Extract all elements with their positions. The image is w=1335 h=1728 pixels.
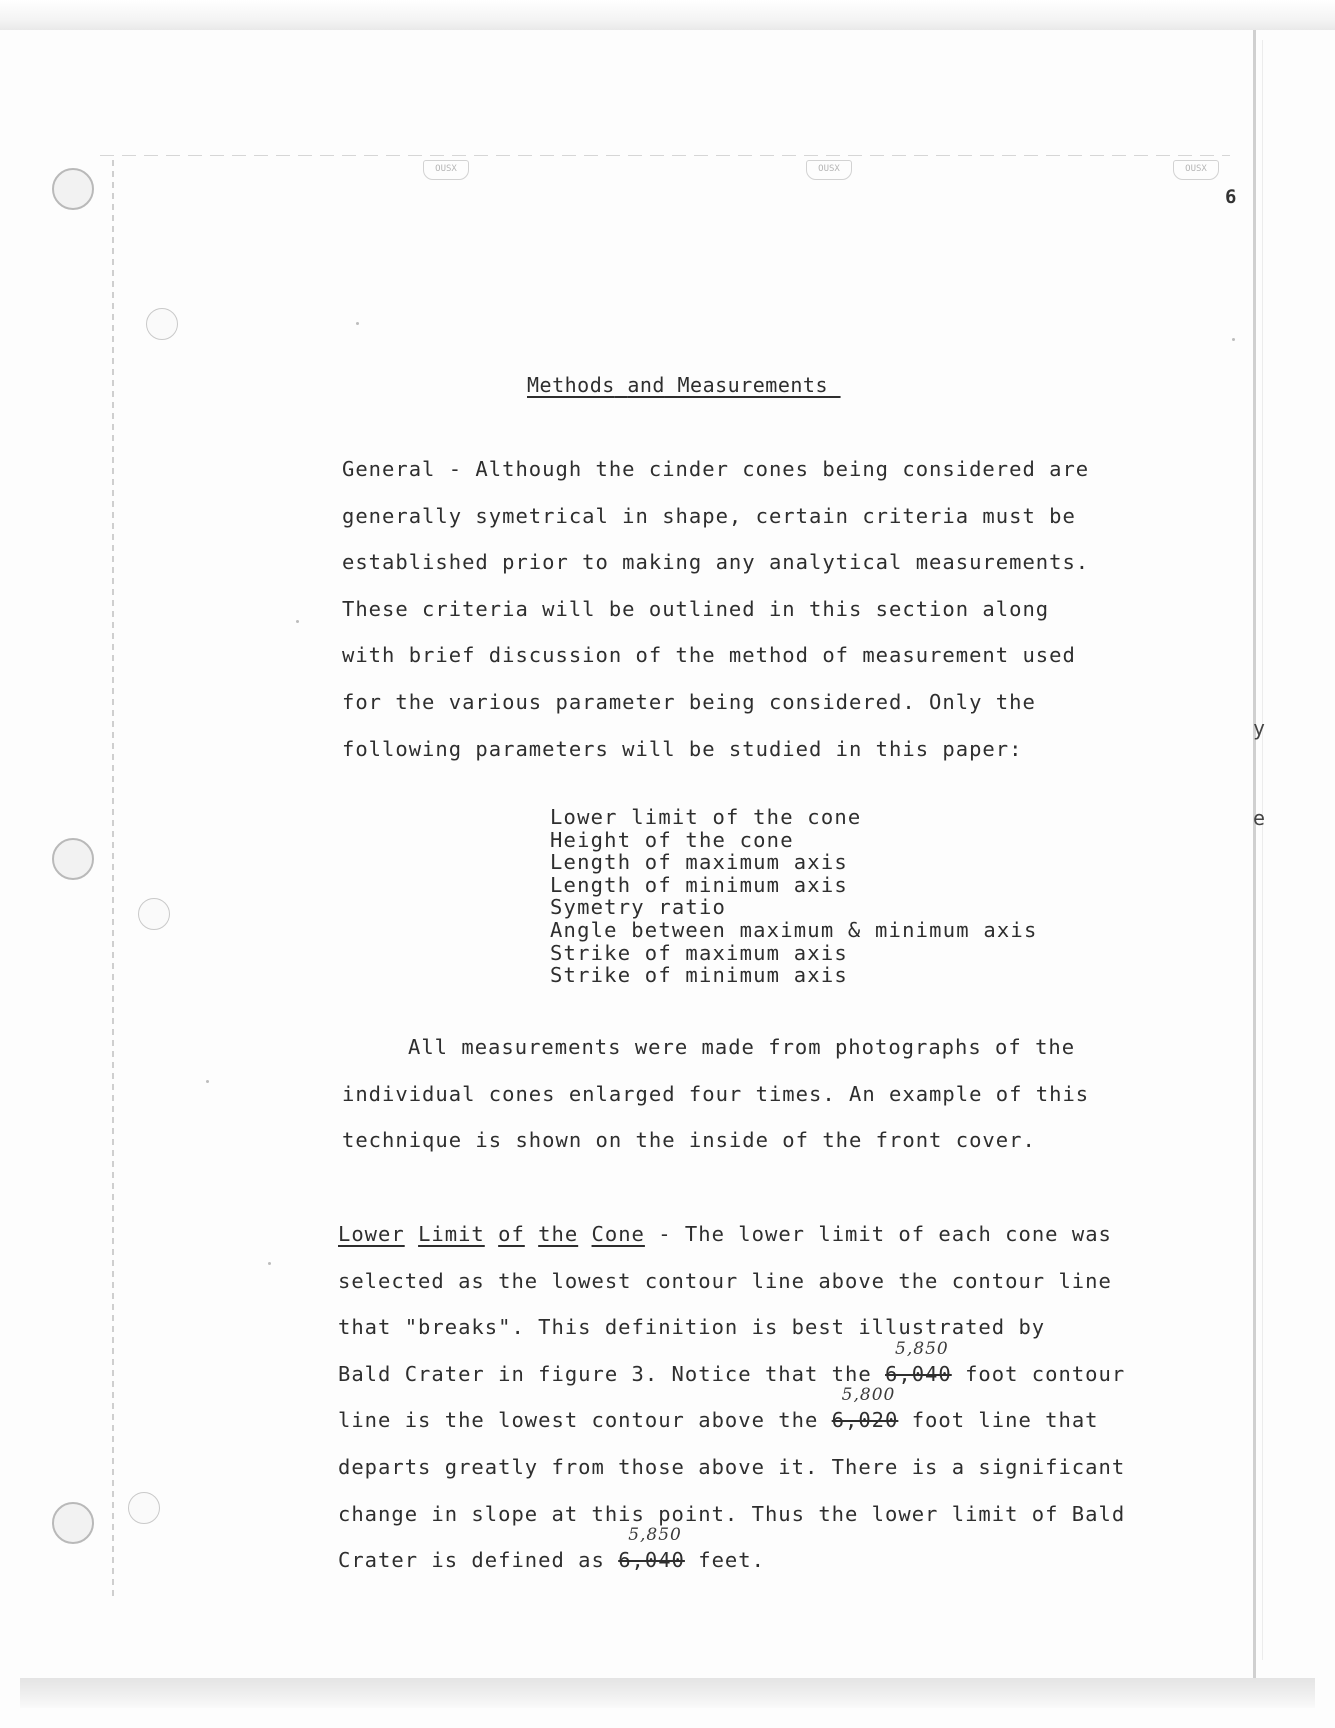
section-heading — [527, 373, 841, 397]
text-line: General - Although the cinder cones being considered are — [342, 457, 1090, 481]
text-segment: Bald Crater in figure 3. Notice that the — [338, 1361, 886, 1386]
parameter-item: Strike of maximum axis — [550, 940, 848, 965]
heading-word: and — [627, 373, 665, 397]
lower-limit-paragraph — [338, 1211, 1198, 1584]
page-number: 6 — [1225, 186, 1237, 208]
handwritten-correction — [618, 1525, 685, 1584]
page-right-edge-shadow — [1262, 40, 1263, 1660]
text-line: technique is shown on the inside of the front cover. — [342, 1128, 1036, 1153]
paper-watermark-stamp: OUSX — [806, 160, 852, 180]
parameter-list — [550, 806, 1038, 987]
top-margin-rule — [100, 155, 1230, 156]
subheading-word: of — [498, 1222, 525, 1246]
handwritten-correction — [831, 1385, 899, 1444]
parameter-item: Strike of minimum axis — [550, 963, 848, 988]
subheading-word: Cone — [591, 1222, 645, 1246]
text-segment: foot contour — [951, 1361, 1126, 1386]
scan-bottom-border — [20, 1678, 1315, 1708]
text-line: departs greatly from those above it. There is a significant — [338, 1454, 1126, 1479]
scan-speck — [296, 620, 299, 623]
text-line: following parameters will be studied in this paper: — [342, 736, 1023, 761]
text-segment: - The lower limit of each cone was — [644, 1222, 1112, 1246]
bleed-through-letter: y — [1253, 716, 1266, 740]
left-margin-rule — [112, 160, 114, 1600]
punch-hole-middle — [138, 898, 170, 930]
text-line: selected as the lowest contour line above the contour line — [338, 1268, 1112, 1293]
text-line — [338, 1525, 1198, 1584]
text-segment: foot line that — [898, 1408, 1099, 1433]
subheading-word: the — [538, 1222, 579, 1246]
parameter-item: Symetry ratio — [550, 895, 727, 920]
text-line — [338, 1338, 1198, 1398]
text-line: with brief discussion of the method of measurement used — [342, 643, 1076, 668]
text-line: All measurements were made from photographs of the — [408, 1035, 1076, 1059]
handwritten-value: 5,850 — [895, 1338, 949, 1359]
text-line: generally symetrical in shape, certain criteria must be — [342, 503, 1076, 528]
parameter-item: Height of the cone — [550, 827, 794, 852]
struck-value: 6,040 — [885, 1361, 952, 1386]
text-segment: Crater is defined as — [338, 1548, 619, 1573]
heading-word: Methods — [527, 373, 615, 397]
struck-value: 6,020 — [831, 1408, 899, 1433]
page-right-edge — [1253, 30, 1256, 1678]
parameter-item: Lower limit of the cone — [550, 805, 862, 829]
scan-speck — [1232, 338, 1235, 341]
heading-word: Measurements — [677, 373, 829, 397]
subheading-word: Limit — [418, 1222, 485, 1246]
struck-value: 6,040 — [618, 1548, 685, 1573]
parameter-item: Length of maximum axis — [550, 850, 848, 875]
scan-speck — [206, 1080, 209, 1083]
text-line: change in slope at this point. Thus the lower limit of Bald — [338, 1501, 1126, 1526]
scan-speck — [356, 322, 359, 325]
handwritten-value: 5,800 — [841, 1385, 896, 1406]
parameter-item: Angle between maximum & minimum axis — [550, 917, 1038, 942]
text-line: These criteria will be outlined in this section along — [342, 596, 1050, 621]
general-paragraph — [342, 446, 1202, 772]
scan-speck — [268, 1262, 271, 1265]
paper-watermark-stamp: OUSX — [1173, 160, 1219, 180]
binder-hole-top — [52, 168, 94, 210]
text-line: individual cones enlarged four times. An example of this — [342, 1081, 1090, 1106]
text-segment: feet. — [684, 1548, 765, 1573]
text-line — [338, 1211, 1198, 1258]
paper-watermark-stamp: OUSX — [423, 160, 469, 180]
binder-hole-middle — [52, 838, 94, 880]
scan-top-border — [0, 0, 1335, 30]
text-line — [338, 1385, 1198, 1444]
bleed-through-letter: e — [1253, 806, 1266, 830]
punch-hole-lower — [128, 1492, 160, 1524]
parameter-item: Length of minimum axis — [550, 872, 848, 897]
measurements-paragraph — [342, 1024, 1202, 1164]
binder-hole-bottom — [52, 1502, 94, 1544]
handwritten-value: 5,850 — [628, 1525, 682, 1546]
text-segment: line is the lowest contour above the — [338, 1408, 832, 1433]
text-line: for the various parameter being considered. Only the — [342, 689, 1036, 714]
text-line: established prior to making any analytical measurements. — [342, 550, 1090, 575]
punch-hole-upper — [146, 308, 178, 340]
text-line: that "breaks". This definition is best illustrated by — [338, 1315, 1046, 1340]
subheading-word: Lower — [338, 1222, 405, 1246]
